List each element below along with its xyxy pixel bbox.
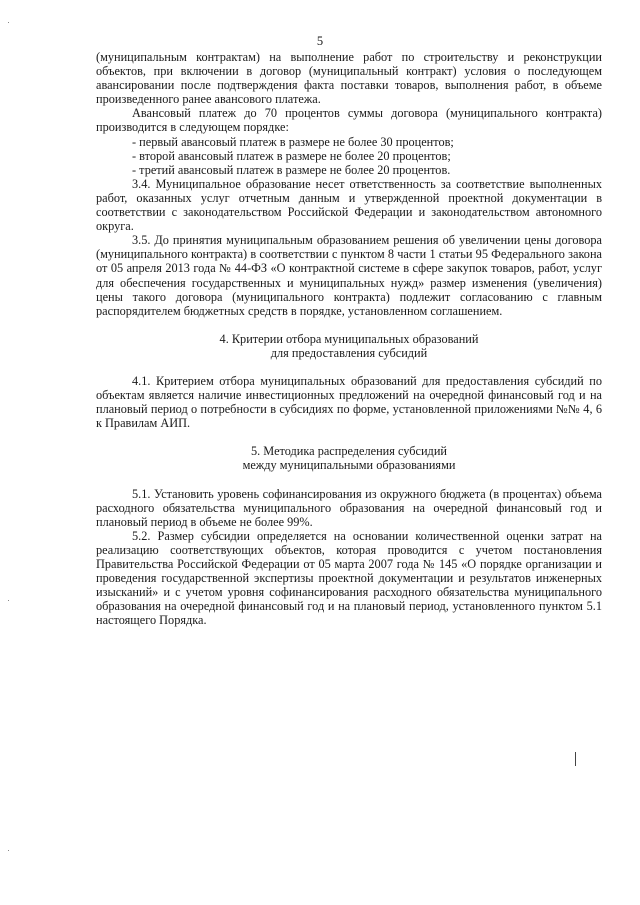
- spacer: [96, 318, 602, 332]
- paragraph: 5.1. Установить уровень софинансирования из окружного бюджета (в процентах) объема расходного обязательства муниципального образования на очередной финансовый год и плановый период в объеме не более 99%.: [96, 486, 602, 529]
- paragraph: 3.4. Муниципальное образование несет ответственность за соответствие выполненных работ, оказанных услуг отчетным данным и утвержденной проектной документации в соответствии с законодательством Российской Федерации и законодательством автономного округа.: [96, 176, 602, 234]
- document-body: [96, 50, 602, 627]
- paragraph: Авансовый платеж до 70 процентов суммы договора (муниципального контракта) производится в следующем порядке:: [96, 106, 602, 135]
- list-item: - второй авансовый платеж в размере не более 20 процентов;: [132, 148, 451, 163]
- scan-dot: [8, 22, 9, 23]
- spacer: [96, 360, 602, 374]
- section-heading: 4. Критерии отбора муниципальных образований: [219, 331, 479, 346]
- page-number: 5: [316, 34, 324, 48]
- list-item: - первый авансовый платеж в размере не более 30 процентов;: [132, 134, 454, 149]
- paragraph: (муниципальным контрактам) на выполнение работ по строительству и реконструкции объектов, при включении в договор (муниципальный контракт) условия о последующем авансировании после подтверждения факта поставки товаров, выполнения работ, в объеме произведенного ранее авансового платежа.: [96, 50, 602, 107]
- spacer: [96, 473, 602, 487]
- scan-dot: [8, 850, 9, 851]
- scan-dot: [8, 600, 9, 601]
- list-item: - третий авансовый платеж в размере не более 20 процентов.: [132, 162, 451, 177]
- paragraph: 5.2. Размер субсидии определяется на основании количественной оценки затрат на реализацию соответствующих объектов, которая проводится с учетом постановления Правительства Российской Федерации от 05 марта 2007 года № 145 «О порядке организации и проведения государственной экспертизы проектной документации и результатов инженерных изысканий» и с учетом уровня софинансирования расходного обязательства муниципального образования на очередной финансовый год и на плановый период, установленного пунктом 5.1 настоящего Порядка.: [96, 528, 602, 628]
- section-heading: 5. Методика распределения субсидий: [251, 444, 447, 459]
- paragraph: 4.1. Критерием отбора муниципальных образований для предоставления субсидий по объектам является наличие инвестиционных предложений на очередной финансовый год и на плановый период о потребности в субсидиях по форме, установленной приложениями №№ 4, 6 к Правилам АИП.: [96, 373, 602, 431]
- section-heading: между муниципальными образованиями: [242, 458, 456, 473]
- scan-artifact: [575, 752, 576, 766]
- spacer: [96, 430, 602, 444]
- paragraph: 3.5. До принятия муниципальным образованием решения об увеличении цены договора (муниципального контракта) в соответствии с пунктом 8 части 1 статьи 95 Федерального закона от 05 апреля 2013 года № 44-ФЗ «О контрактной системе в сфере закупок товаров, работ, услуг для обеспечения государственных и муниципальных нужд» размер изменения (увеличения) цены такого договора (муниципального контракта) подлежит согласованию с главным распорядителем бюджетных средств в порядке, установленном соглашением.: [96, 233, 602, 318]
- section-heading: для предоставления субсидий: [270, 345, 428, 360]
